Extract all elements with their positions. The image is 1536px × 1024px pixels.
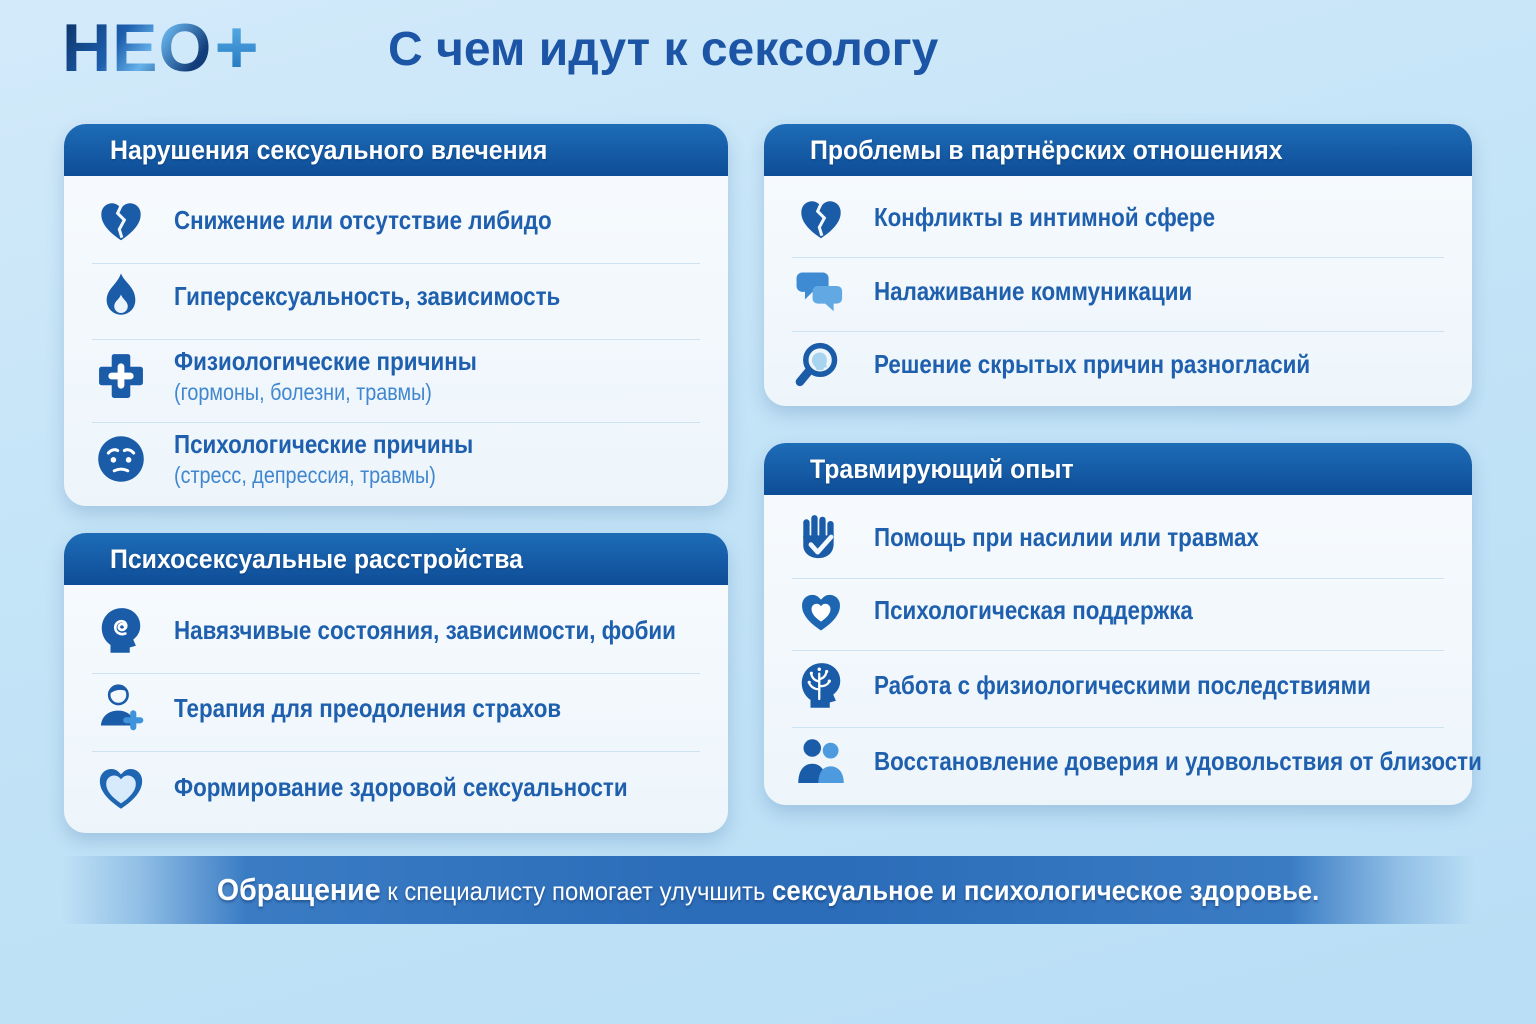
healthy-heart-icon <box>92 758 150 816</box>
card-header <box>64 533 728 585</box>
item-label: Снижение или отсутствие либидо <box>174 204 552 235</box>
broken-heart-icon <box>792 191 850 245</box>
item-label: Навязчивые состояния, зависимости, фобии <box>174 614 676 645</box>
card-title: Психосексуальные расстройства <box>110 543 523 574</box>
card-title: Нарушения сексуального влечения <box>110 134 548 165</box>
obsessive-thoughts-head-icon <box>92 602 150 658</box>
list-item <box>92 422 700 495</box>
card-body <box>764 176 1472 406</box>
flame-icon <box>92 270 150 324</box>
broken-heart-icon <box>92 193 150 247</box>
stop-hand-check-icon <box>792 510 850 564</box>
medical-cross-icon <box>92 349 150 403</box>
card-body <box>64 176 728 506</box>
card-sexual-desire-disorders <box>64 124 728 506</box>
card-partner-relationship-problems <box>764 124 1472 406</box>
item-label: Физиологические причины <box>174 346 477 377</box>
list-item <box>92 339 700 412</box>
card-header <box>764 443 1472 495</box>
item-sublabel: (гормоны, болезни, травмы) <box>174 379 432 406</box>
list-item <box>792 578 1444 643</box>
item-label: Терапия для преодоления страхов <box>174 692 562 723</box>
item-label: Работа с физиологическими последствиями <box>874 669 1371 700</box>
footer-emphasis: сексуальное и психологическое здоровье. <box>771 875 1320 906</box>
support-heart-icon <box>792 585 850 637</box>
list-item <box>792 331 1444 398</box>
item-label: Решение скрытых причин разногласий <box>874 349 1311 379</box>
card-header <box>764 124 1472 176</box>
item-label: Помощь при насилии или травмах <box>874 521 1259 552</box>
chat-bubbles-icon <box>792 264 850 318</box>
card-title: Травмирующий опыт <box>810 453 1074 484</box>
couple-embrace-icon <box>792 734 850 790</box>
logo-text: НЕО <box>62 10 213 87</box>
magnifier-head-icon <box>792 338 850 392</box>
item-label: Конфликты в интимной сфере <box>874 202 1216 232</box>
item-label: Психологическая поддержка <box>874 595 1193 626</box>
list-item <box>792 257 1444 324</box>
list-item <box>792 185 1444 251</box>
footer-lead: Обращение <box>216 872 381 907</box>
footer-banner <box>0 856 1536 924</box>
page-title: С чем идут к сексологу <box>388 23 939 76</box>
card-traumatic-experience <box>764 443 1482 805</box>
item-label: Формирование здоровой сексуальности <box>174 771 628 802</box>
head-tree-icon <box>792 657 850 713</box>
list-item <box>92 187 700 253</box>
item-label: Гиперсексуальность, зависимость <box>174 281 561 312</box>
list-item <box>792 504 1444 570</box>
list-item <box>92 596 700 664</box>
list-item <box>92 751 700 822</box>
therapist-person-icon <box>92 680 150 736</box>
list-item <box>792 650 1444 719</box>
card-title: Проблемы в партнёрских отношениях <box>810 134 1283 165</box>
card-header <box>64 124 728 176</box>
plus-icon: + <box>214 5 259 90</box>
footer-message <box>217 872 1319 908</box>
worried-face-icon <box>92 432 150 486</box>
list-item <box>792 727 1482 796</box>
footer-middle: к специалисту помогает улучшить <box>380 876 772 906</box>
card-body <box>764 495 1482 805</box>
card-psychosexual-disorders <box>64 533 728 833</box>
neo-plus-logo <box>62 5 259 90</box>
item-label: Налаживание коммуникации <box>874 275 1193 306</box>
item-label: Психологические причины <box>174 428 474 459</box>
list-item <box>92 263 700 330</box>
card-body <box>64 585 728 833</box>
list-item <box>92 673 700 742</box>
item-label: Восстановление доверия и удовольствия от близости <box>874 746 1482 777</box>
item-sublabel: (стресс, депрессия, травмы) <box>174 461 436 488</box>
